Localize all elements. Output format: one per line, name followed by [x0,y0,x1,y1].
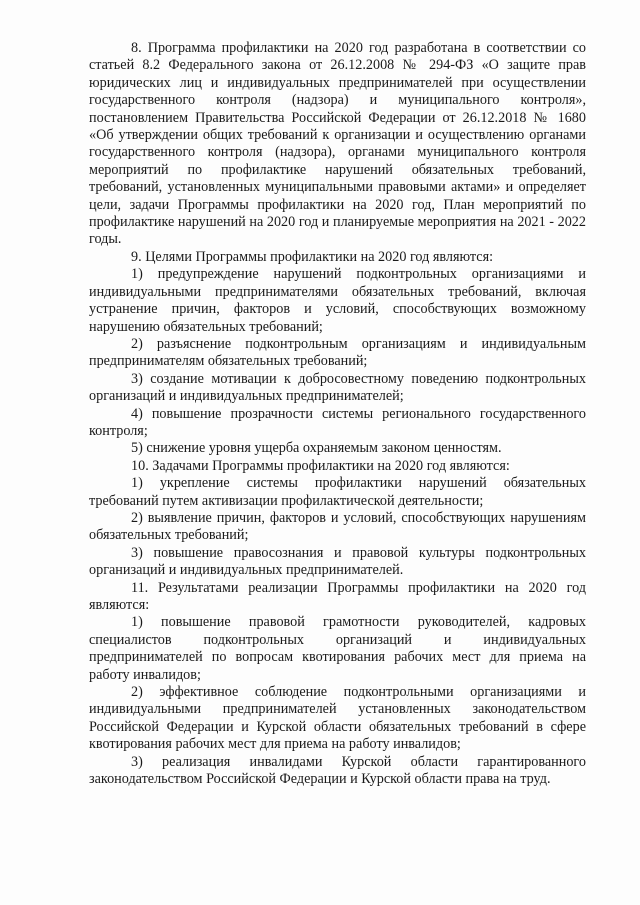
document-body [89,40,586,788]
paragraph-8: 8. Программа профилактики на 2020 год разработана в соответствии со статьей 8.2 Федерального закона от 26.12.2008 № 294-ФЗ «О защите прав юридических лиц и индивидуальных предпринимателей при осуществлении государственного контроля (надзора) и муниципального контроля», постановлением Правительства Российской Федерации от 26.12.2018 № 1680 «Об утверждении общих требований к организации и осуществлению органами государственного контроля (надзора), органами муниципального контроля мероприятий по профилактике нарушений обязательных требований, требований, установленных муниципальными правовыми актами» и определяет цели, задачи Программы профилактики на 2020 год, План мероприятий по профилактике нарушений на 2020 год и планируемые мероприятия на 2021 - 2022 годы. [89,40,586,248]
goal-item-2: 2) разъяснение подконтрольным организациям и индивидуальным предпринимателям обязательных требований; [89,335,586,370]
goal-item-5: 5) снижение уровня ущерба охраняемым законом ценностям. [131,440,502,457]
result-item-3: 3) реализация инвалидами Курской области гарантированного законодательством Российской Федерации и Курской области права на труд. [89,753,586,788]
paragraph-9: 9. Целями Программы профилактики на 2020 год являются: [131,248,494,265]
task-item-1: 1) укрепление системы профилактики нарушений обязательных требований путем активизации профилактической деятельности; [89,475,586,509]
paragraph-11: 11. Результатами реализации Программы профилактики на 2020 год являются: [89,579,586,613]
goal-item-1: 1) предупреждение нарушений подконтрольных организациями и индивидуальными предпринимателями обязательных требований, включая устранение причин, факторов и условий, способствующих возможному нарушению обязательных требований; [89,266,586,335]
task-item-3: 3) повышение правосознания и правовой культуры подконтрольных организаций и индивидуальных предпринимателей. [89,544,586,579]
task-item-2: 2) выявление причин, факторов и условий, способствующих нарушениям обязательных требований; [89,509,586,544]
goal-item-4: 4) повышение прозрачности системы регионального государственного контроля; [89,405,586,439]
goal-item-3: 3) создание мотивации к добросовестному поведению подконтрольных организаций и индивидуальных предпринимателей; [89,370,586,405]
result-item-1: 1) повышение правовой грамотности руководителей, кадровых специалистов подконтрольных организаций и индивидуальных предпринимателей по вопросам квотирования рабочих мест для приема на работу инвалидов; [89,614,586,683]
paragraph-10: 10. Задачами Программы профилактики на 2020 год являются: [131,457,510,474]
result-item-2: 2) эффективное соблюдение подконтрольными организациями и индивидуальными предпринимателей установленных законодательством Российской Федерации и Курской области обязательных требований в сфере квотирования рабочих мест для приема на работу инвалидов; [89,684,586,753]
